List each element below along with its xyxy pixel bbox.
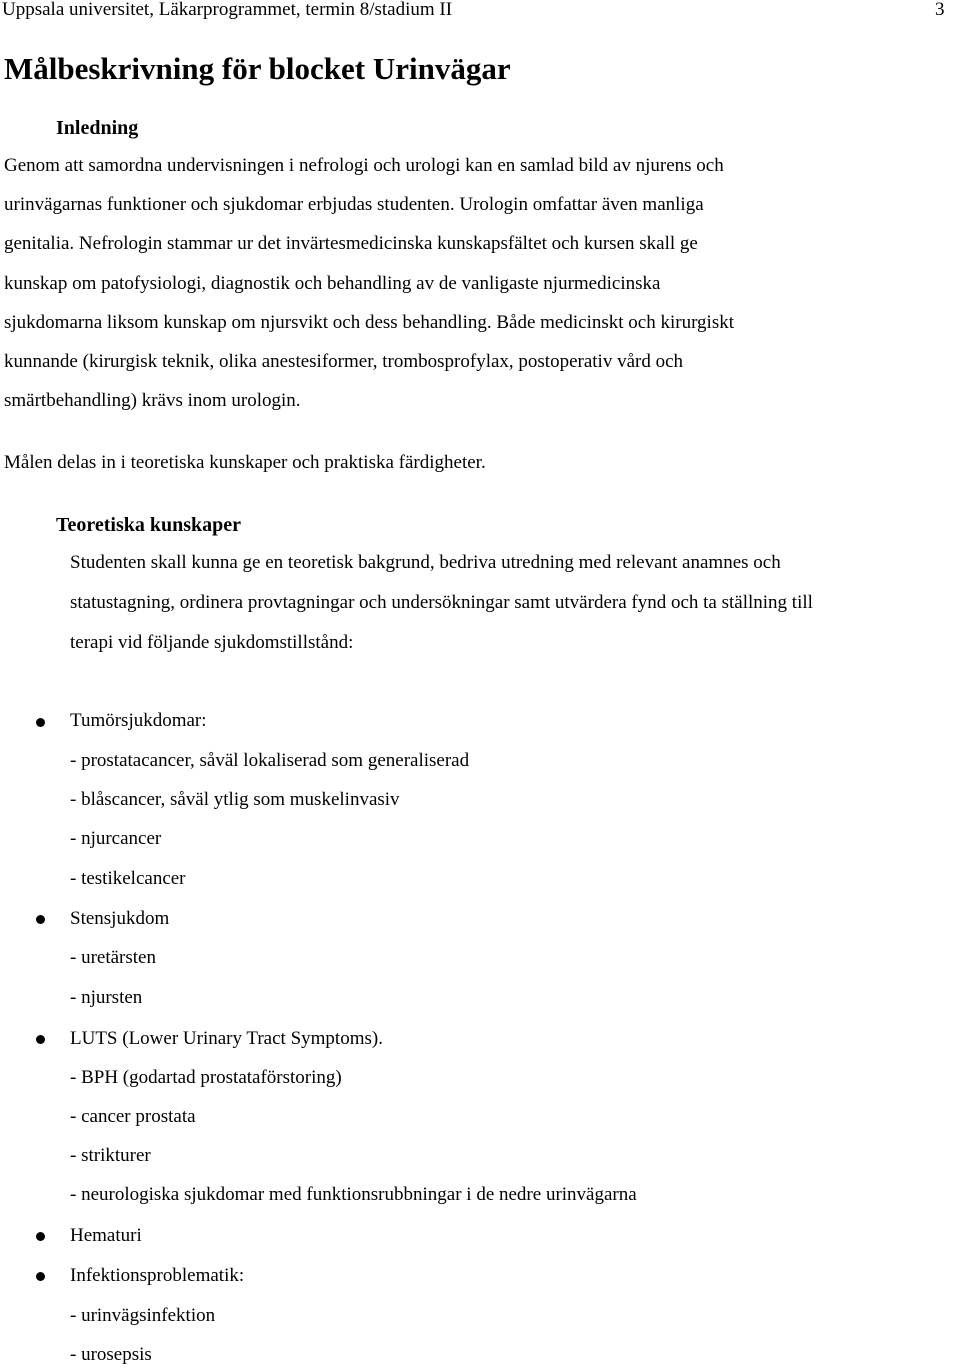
intro-line: sjukdomarna liksom kunskap om njursvikt och dess behandling. Både medicinskt och kirurgiskt — [4, 312, 735, 333]
bullet-icon — [36, 1232, 45, 1241]
intro-heading: Inledning — [56, 117, 139, 139]
condition-sub: - urosepsis — [70, 1344, 152, 1365]
condition-sub: - njursten — [70, 987, 143, 1008]
intro-line: Genom att samordna undervisningen i nefrologi och urologi kan en samlad bild av njurens och — [4, 155, 724, 176]
intro-line: kunnande (kirurgisk teknik, olika anestesiformer, trombosprofylax, postoperativ vård och — [4, 351, 684, 372]
page-number: 3 — [935, 0, 945, 20]
condition-sub: - prostatacancer, såväl lokaliserad som generaliserad — [70, 750, 470, 771]
page-title: Målbeskrivning för blocket Urinvägar — [4, 51, 511, 86]
condition-sub: - strikturer — [70, 1145, 151, 1166]
condition-sub: - BPH (godartad prostataförstoring) — [70, 1067, 342, 1088]
goals-line: Målen delas in i teoretiska kunskaper och praktiska färdigheter. — [4, 452, 486, 473]
bullet-icon — [36, 718, 45, 727]
intro-line: urinvägarnas funktioner och sjukdomar erbjudas studenten. Urologin omfattar även manliga — [4, 194, 704, 215]
theory-line: terapi vid följande sjukdomstillstånd: — [70, 632, 354, 653]
condition-label: Tumörsjukdomar: — [70, 710, 207, 731]
intro-line: genitalia. Nefrologin stammar ur det invärtesmedicinska kunskapsfältet och kursen skall ge — [4, 233, 698, 254]
theory-line: statustagning, ordinera provtagningar och undersökningar samt utvärdera fynd och ta ställning till — [70, 592, 813, 613]
condition-sub: - testikelcancer — [70, 868, 186, 889]
condition-sub: - cancer prostata — [70, 1106, 196, 1127]
theory-line: Studenten skall kunna ge en teoretisk bakgrund, bedriva utredning med relevant anamnes och — [70, 552, 781, 573]
bullet-icon — [36, 1035, 45, 1044]
running-header: Uppsala universitet, Läkarprogrammet, termin 8/stadium II — [2, 0, 453, 20]
condition-sub: - uretärsten — [70, 947, 156, 968]
condition-label: Infektionsproblematik: — [70, 1265, 245, 1286]
intro-line: smärtbehandling) krävs inom urologin. — [4, 390, 301, 411]
intro-line: kunskap om patofysiologi, diagnostik och behandling av de vanligaste njurmedicinska — [4, 273, 661, 294]
condition-label: Hematuri — [70, 1225, 142, 1246]
condition-label: LUTS (Lower Urinary Tract Symptoms). — [70, 1028, 383, 1049]
condition-sub: - blåscancer, såväl ytlig som muskelinvasiv — [70, 789, 400, 810]
theory-heading: Teoretiska kunskaper — [56, 514, 242, 536]
condition-label: Stensjukdom — [70, 908, 170, 929]
bullet-icon — [36, 1272, 45, 1281]
condition-sub: - njurcancer — [70, 828, 162, 849]
condition-sub: - neurologiska sjukdomar med funktionsrubbningar i de nedre urinvägarna — [70, 1184, 637, 1205]
condition-sub: - urinvägsinfektion — [70, 1305, 216, 1326]
bullet-icon — [36, 915, 45, 924]
